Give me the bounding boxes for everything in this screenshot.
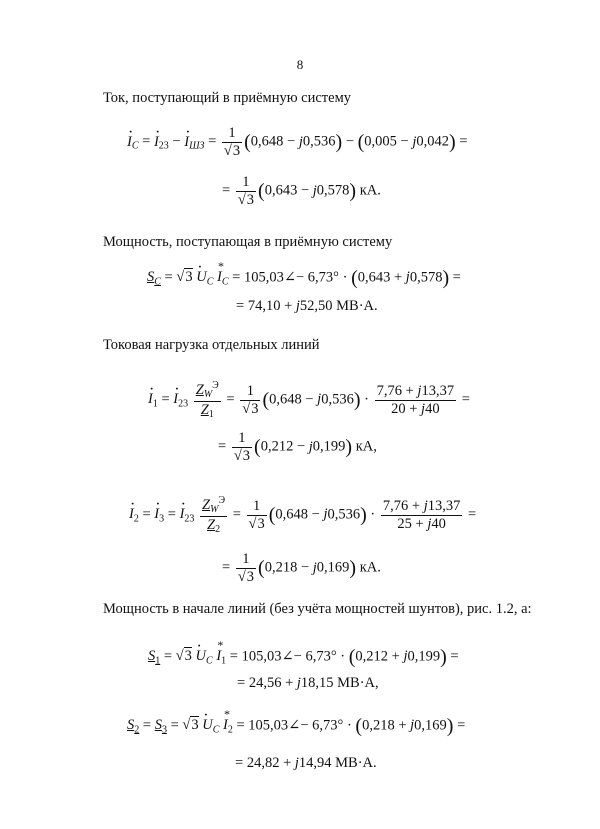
equation-line-1-current: · $I_1$ = · $I_{23}$ $\frac{Z_W^Э}{Z_1}$ = $\frac{1}{√3}$ (0,648 − j0,536) · $\frac{7,76 + j13,37}{20 + j40}$ = bbox=[148, 380, 470, 420]
equation-lines-2-3-current-result: = $\frac{1}{√3}$ (0,218 − j0,169) кА. bbox=[222, 551, 381, 585]
equation-power-line-1: $S_1 = √3 \cdot U_C * I_1$ = 105,03∠− 6,73° · (0,212 + j0,199) = bbox=[148, 647, 459, 667]
page-number: 8 bbox=[296, 57, 304, 72]
equation-power-receiving-line-1: $S_C = √3 \cdot U_C * I_C$ = 105,03∠− 6,73° · (0,643 + j0,578) = bbox=[147, 268, 461, 288]
paragraph-current-receiving: Ток, поступающий в приёмную систему bbox=[103, 90, 352, 106]
equation-power-line-1-result: = 24,56 + j18,15 МВ·А, bbox=[237, 675, 379, 691]
equation-lines-2-3-current: · $I_2$ = · $I_3$ = · $I_{23}$ $\frac{Z_W^Э}{Z_2}$ = $\frac{1}{√3}$ (0,648 − j0,536) · $\frac{7,76 + j13,37}{25 + j40}$ = bbox=[129, 495, 476, 535]
paragraph-power-lines-start: Мощность в начале линий (без учёта мощностей шунтов), рис. 1.2, а: bbox=[103, 601, 532, 617]
equation-power-receiving-line-2: = 74,10 + j52,50 МВ·А. bbox=[236, 298, 378, 314]
equation-power-lines-2-3: $S_2 = S_3 = √3 \cdot U_C * I_2$ = 105,03∠− 6,73° · (0,218 + j0,169) = bbox=[127, 716, 465, 736]
paragraph-power-receiving: Мощность, поступающая в приёмную систему bbox=[103, 234, 393, 250]
equation-line-1-current-result: = $\frac{1}{√3}$ (0,212 − j0,199) кА, bbox=[218, 430, 377, 464]
paragraph-current-load-lines: Токовая нагрузка отдельных линий bbox=[103, 337, 320, 353]
equation-current-receiving-line-1: · $I_C$ = · $I_{23}$ − · $I_{ШЗ}$ = $\frac{1}{√3}$ (0,648 − j0,536) − (0,005 − j0,042) = bbox=[127, 125, 468, 159]
equation-power-lines-2-3-result: = 24,82 + j14,94 МВ·А. bbox=[235, 755, 377, 771]
equation-current-receiving-line-2: = $\frac{1}{√3}$ (0,643 − j0,578) кА. bbox=[222, 174, 381, 208]
